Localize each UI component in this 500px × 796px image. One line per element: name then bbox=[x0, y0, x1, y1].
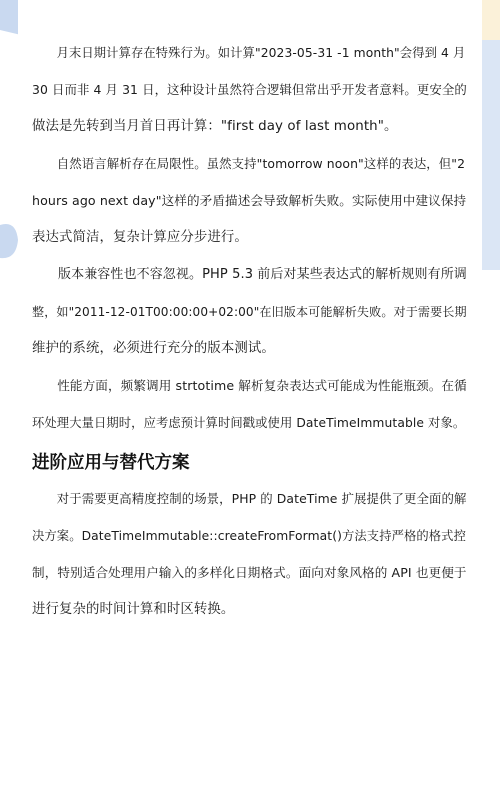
text-line: 版本兼容性也不容忽视。PHP 5.3 前后对某些表达式的解析规则有所调 bbox=[58, 267, 467, 282]
text-line: 对于需要更高精度控制的场景，PHP 的 DateTime 扩展提供了更全面的解 bbox=[56, 491, 467, 506]
paragraph-advanced bbox=[32, 486, 468, 623]
text-line: 表达式简洁，复杂计算应分步进行。 bbox=[32, 230, 248, 245]
background-shape-right bbox=[482, 40, 500, 270]
text-line: hours ago next day"这样的矛盾描述会导致解析失败。实际使用中建议保持 bbox=[32, 193, 467, 208]
paragraph-month-end bbox=[32, 40, 468, 140]
paragraph-performance bbox=[32, 373, 468, 436]
text-line: 决方案。DateTimeImmutable::createFromFormat()方法支持严格的格式控 bbox=[32, 529, 466, 543]
text-line: 整，如"2011-12-01T00:00:00+02:00"在旧版本可能解析失败。对于需要长期 bbox=[32, 305, 467, 319]
background-shape-left bbox=[0, 224, 18, 258]
text-line: 环处理大量日期时，应考虑预计算时间戳或使用 DateTimeImmutable 对象。 bbox=[32, 416, 466, 430]
document-content bbox=[32, 40, 468, 623]
text-line: 自然语言解析存在局限性。虽然支持"tomorrow noon"这样的表达，但"2 bbox=[56, 156, 466, 171]
text-line: 月末日期计算存在特殊行为。如计算"2023-05-31 -1 month"会得到 4 月 bbox=[56, 46, 466, 60]
text-line: 维护的系统，必须进行充分的版本测试。 bbox=[32, 341, 275, 356]
text-line: 制，特别适合处理用户输入的多样化日期格式。面向对象风格的 API 也更便于 bbox=[32, 565, 467, 580]
paragraph-natural-language bbox=[32, 151, 468, 251]
section-heading: 进阶应用与替代方案 bbox=[32, 453, 190, 473]
text-line: 性能方面，频繁调用 strtotime 解析复杂表达式可能成为性能瓶颈。在循 bbox=[57, 378, 467, 393]
text-line: 30 日而非 4 月 31 日，这种设计虽然符合逻辑但常出乎开发者意料。更安全的 bbox=[32, 82, 467, 97]
text-line: 做法是先转到当月首日再计算："first day of last month"。 bbox=[32, 119, 398, 134]
paragraph-version-compat bbox=[32, 262, 468, 362]
text-line: 进行复杂的时间计算和时区转换。 bbox=[32, 602, 235, 617]
background-top-right-panel bbox=[482, 0, 500, 40]
